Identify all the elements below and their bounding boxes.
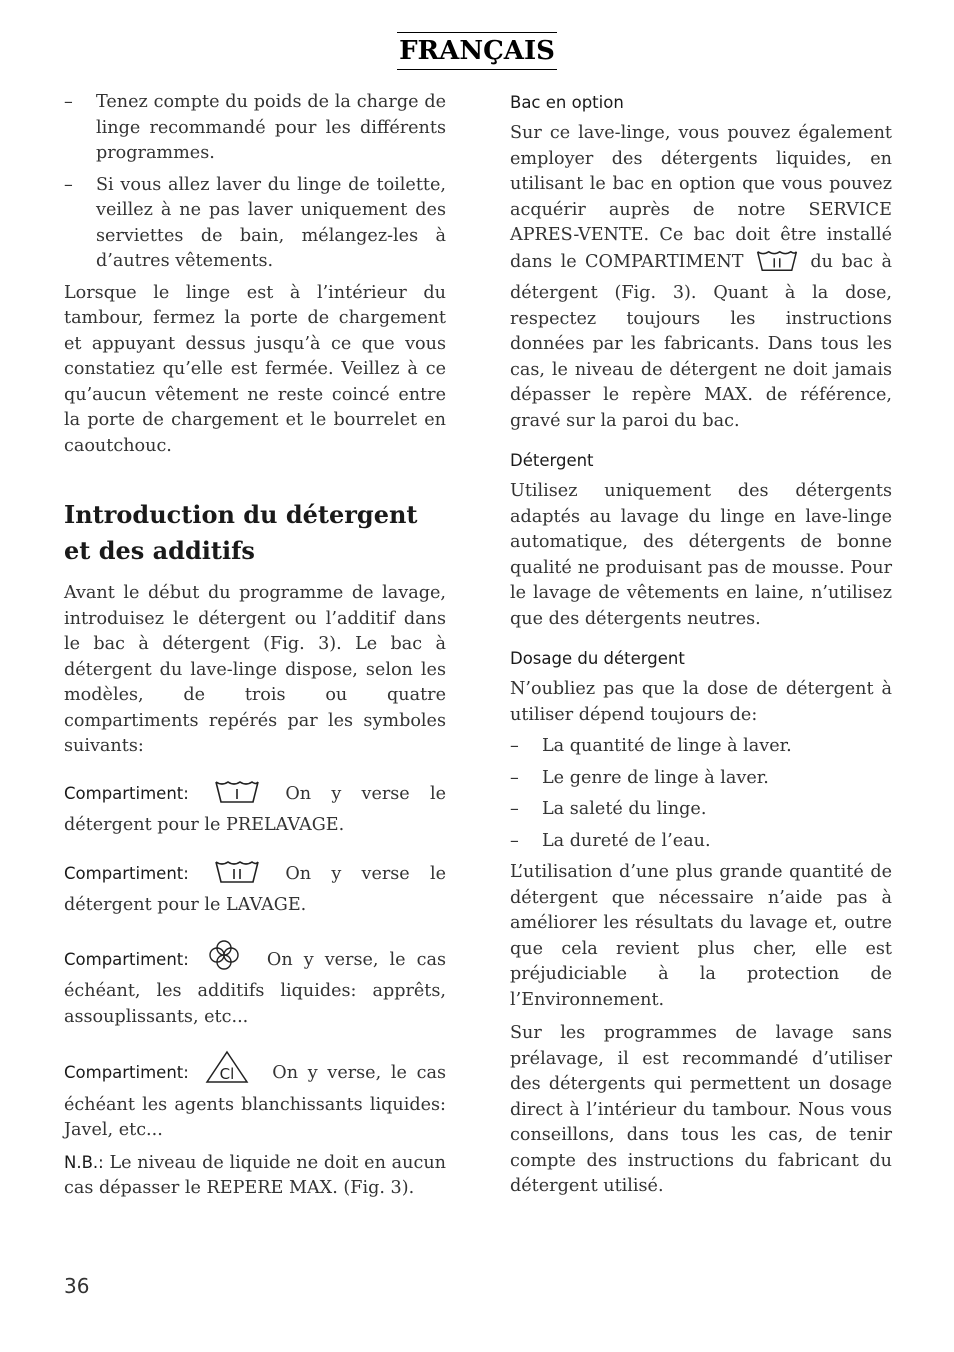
- bullet-dash: –: [510, 830, 519, 851]
- compartment-bleach: [64, 1050, 446, 1144]
- compartment-softener: [64, 939, 446, 1031]
- compartment-text: On y verse le détergent pour le PRELAVAGE.: [64, 783, 447, 835]
- paragraph-quantity: L’utilisation d’une plus grande quantité de détergent que nécessaire n’aide pas à améliorer les résultats du lavage et, outre que cela revient plus cher, elle est préjudiciable à la protection de l’Environnement.: [510, 862, 892, 1010]
- note-text: Le niveau de liquide ne doit en aucun cas dépasser le REPERE MAX. (Fig. 3).: [64, 1152, 446, 1198]
- list-item-text: La dureté de l’eau.: [542, 830, 711, 851]
- dosage-list-item: [510, 797, 892, 823]
- bullet-dash: –: [510, 767, 519, 788]
- paragraph-dosage: N’oubliez pas que la dose de détergent à utiliser dépend toujours de:: [510, 679, 892, 725]
- note-paragraph: [64, 1150, 446, 1202]
- bullet-dash: –: [510, 799, 519, 819]
- note-label: N.B.:: [64, 1152, 104, 1172]
- prewash-tub-I-icon: [213, 779, 261, 814]
- page-header: [0, 32, 954, 70]
- list-item-text: La quantité de linge à laver.: [542, 736, 792, 756]
- bullet-item: [64, 90, 446, 167]
- list-item-text: La saleté du linge.: [542, 799, 707, 819]
- paragraph-detergent: Utilisez uniquement des détergents adaptés au lavage du linge en lave-linge automatique, des détergents de bonne qualité ne produisant pas de mousse. Pour le lavage de vêtements en laine, n’utilisez que des détergents neutres.: [510, 481, 892, 629]
- compartment-label: Compartiment:: [64, 1063, 189, 1082]
- compartment-label: Compartiment:: [64, 949, 189, 969]
- right-column: [510, 90, 892, 1200]
- bullet-text: Tenez compte du poids de la charge de linge recommandé pour les différents programmes.: [96, 92, 446, 163]
- page-number: 36: [64, 1274, 90, 1298]
- subheading-optional-tray: Bac en option: [510, 93, 624, 112]
- dosage-list-item: [510, 734, 892, 760]
- compartment-text: On y verse le détergent pour le LAVAGE.: [64, 863, 447, 915]
- dosage-list-item: [510, 766, 892, 792]
- left-column: [64, 90, 446, 1202]
- compartment-label: Compartiment:: [64, 863, 189, 883]
- section-heading: Introduction du détergent et des additifs: [64, 500, 418, 565]
- softener-flower-icon: [206, 939, 242, 980]
- compartment-text: On y verse, le cas échéant les agents blanchissants liquides: Javel, etc...: [64, 1063, 447, 1140]
- language-title: FRANÇAIS: [397, 32, 557, 70]
- bleach-symbol-text: Cl: [219, 1065, 234, 1083]
- subheading-dosage: Dosage du détergent: [510, 649, 685, 668]
- compartment-label: Compartiment:: [64, 783, 189, 803]
- bullet-dash: –: [510, 736, 519, 756]
- bleach-triangle-Cl-icon: [205, 1050, 249, 1093]
- paragraph-programs: Sur les programmes de lavage sans prélavage, il est recommandé d’utiliser des détergents qui permettent un dosage direct à l’intérieur du tambour. Nous vous conseillons, dans tous les cas, de tenir compte des instructions du fabricant du détergent utilisé.: [510, 1023, 892, 1196]
- bullet-dash: –: [64, 92, 73, 112]
- tray-text-before: Sur ce lave-linge, vous pouvez également employer des détergents liquides, en utilisant le bac en option que vous pouvez acquérir auprès de notre SERVICE APRES-VENTE. Ce bac doit être installé dans le COMPARTIMENT: [510, 123, 892, 272]
- bullet-text: Si vous allez laver du linge de toilette, veillez à ne pas laver uniquement des serviettes de bain, mélangez-les à d’autres vêtements.: [96, 174, 446, 271]
- dosage-list-item: [510, 829, 892, 855]
- list-item-text: Le genre de linge à laver.: [542, 767, 769, 788]
- compartment-wash: [64, 859, 446, 919]
- bullet-item: [64, 173, 446, 275]
- bullet-dash: –: [64, 174, 73, 195]
- wash-tub-II-icon: [213, 859, 261, 894]
- paragraph-intro: Avant le début du programme de lavage, introduisez le détergent ou l’additif dans le bac à détergent (Fig. 3). Le bac à détergent du lave-linge dispose, selon les modèles, de trois ou quatre compartiments repérés par les symboles suivants:: [64, 583, 446, 756]
- compartment-text: On y verse, le cas échéant, les additifs liquides: apprêts, assouplissants, etc...: [64, 949, 446, 1027]
- subheading-detergent: Détergent: [510, 451, 594, 470]
- compartment-prewash: [64, 779, 446, 839]
- paragraph-loading: Lorsque le linge est à l’intérieur du tambour, fermez la porte de chargement et appuyant dessus jusqu’à ce que vous constatiez qu’elle est fermée. Veillez à ce qu’aucun vêtement ne reste coincé entre la porte de chargement et le bourrelet en caoutchouc.: [64, 282, 446, 456]
- tray-text-after: du bac à détergent (Fig. 3). Quant à la dose, respectez toujours les instructions données par les fabricants. Dans tous les cas, le niveau de détergent ne doit jamais dépasser le repère MAX. de référence, gravé sur la paroi du bac.: [510, 251, 892, 431]
- paragraph-optional-tray: [510, 121, 892, 434]
- wash-tub-II-icon: [754, 249, 800, 282]
